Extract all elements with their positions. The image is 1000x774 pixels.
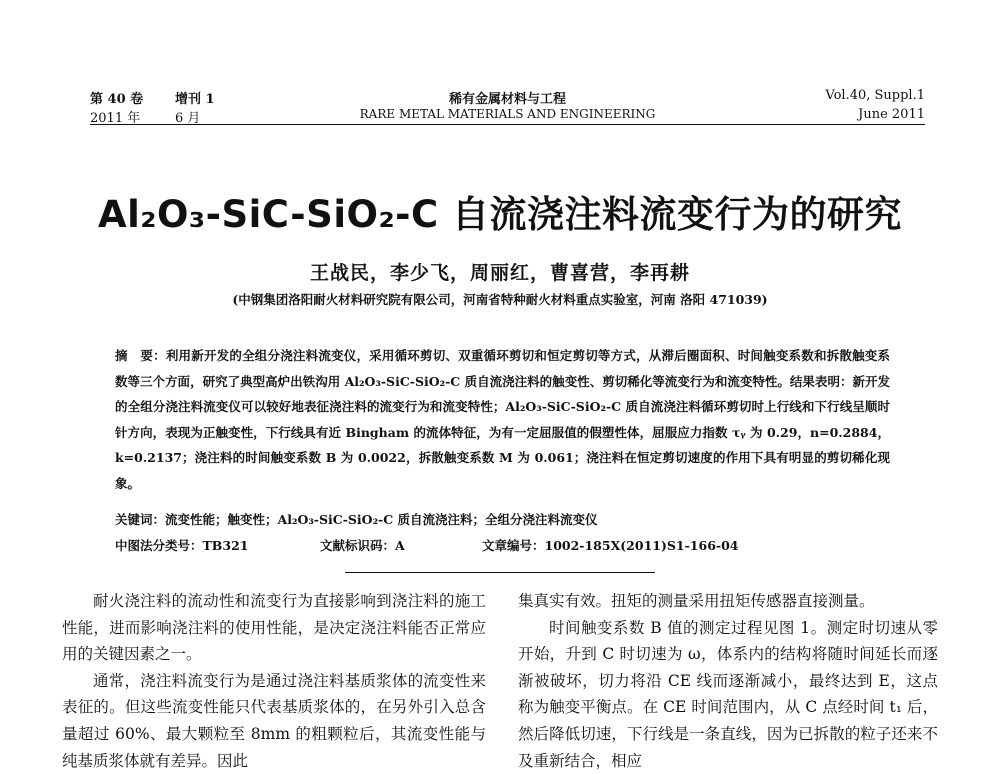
article-number: 文章编号：1002-185X(2011)S1-166-04 xyxy=(482,538,739,553)
clc-number: 中图法分类号：TB321 xyxy=(115,538,249,553)
body-right-column xyxy=(518,588,938,774)
document-code: 文献标识码：A xyxy=(320,538,405,553)
body-paragraph: 耐火浇注料的流动性和流变行为直接影响到浇注料的施工性能，进而影响浇注料的使用性能，是决定浇注料能否正常应用的关键因素之一。 xyxy=(62,592,486,664)
paper-title: Al₂O₃-SiC-SiO₂-C 自流浇注料流变行为的研究 xyxy=(97,193,903,236)
abstract xyxy=(115,343,890,497)
keywords-label: 关键词： xyxy=(115,512,166,527)
abstract-label: 摘 要： xyxy=(115,348,166,363)
journal-title-en: RARE METAL MATERIALS AND ENGINEERING xyxy=(359,107,656,121)
year-label: 2011 年 xyxy=(90,111,141,126)
date-en: June 2011 xyxy=(858,107,925,122)
journal-title-cn: 稀有金属材料与工程 xyxy=(448,92,567,107)
keywords xyxy=(115,510,598,528)
body-left-column xyxy=(62,588,486,774)
volume-en: Vol.40, Suppl.1 xyxy=(825,88,925,103)
issue-label: 增刊 1 xyxy=(175,92,215,107)
classification-line xyxy=(115,536,890,556)
journal-header xyxy=(90,88,925,126)
body-paragraph: 通常，浇注料流变行为是通过浇注料基质浆体的流变性来表征的。但这些流变性能只代表基质浆体的，在另外引入总含量超过 60%、最大颗粒至 8mm 的粗颗粒后，其流变性能与纯基质浆体就有差异。因此 xyxy=(62,671,486,770)
volume-label: 第 40 卷 xyxy=(90,92,144,107)
abstract-text: 利用新开发的全组分浇注料流变仪，采用循环剪切、双重循环剪切和恒定剪切等方式，从滞后圈面积、时间触变系数和拆散触变系数等三个方面，研究了典型高炉出铁沟用 Al₂O₃-SiC-SiO₂-C 质自流浇注料的触变性、剪切稀化等流变行为和流变特性。结果表明：新开发的全组分浇注料流变仪可以较好地表征浇注料的流变行为和流变特性；Al₂O₃-SiC-SiO₂-C 质自流浇注料循环剪切时上行线和下行线呈顺时针方向，表现为正触变性，下行线具有近 Bingham 的流体特征，为有一定屈服值的假塑性体，屈服应力指数 τᵧ 为 0.29，n=0.2884，k=0.2137；浇注料的时间触变系数 B 为 0.0022，拆散触变系数 M 为 0.061；浇注料在恒定剪切速度的作用下具有明显的剪切稀化现象。 xyxy=(115,348,890,491)
affiliation: (中钢集团洛阳耐火材料研究院有限公司，河南省特种耐火材料重点实验室，河南 洛阳 471039) xyxy=(232,292,768,307)
month-label: 6 月 xyxy=(175,111,201,126)
body-paragraph: 时间触变系数 B 值的测定过程见图 1。测定时切速从零开始，升到 C 时切速为 ω，体系内的结构将随时间延长而逐渐被破坏，切力将沿 CE 线而逐渐减小，最终达到 E，这点称为触变平衡点。在 CE 时间范围内，从 C 点经时间 t₁ 后，然后降低切速，下行线是一条直线，因为已拆散的粒子还来不及重新结合，相应 xyxy=(518,618,938,770)
body-paragraph: 集真实有效。扭矩的测量采用扭矩传感器直接测量。 xyxy=(518,592,875,610)
keywords-text: 流变性能；触变性；Al₂O₃-SiC-SiO₂-C 质自流浇注料；全组分浇注料流变仪 xyxy=(165,512,598,527)
header-rule xyxy=(90,124,925,125)
author-list: 王战民，李少飞，周丽红，曹喜营，李再耕 xyxy=(309,262,690,284)
section-separator xyxy=(345,572,655,573)
